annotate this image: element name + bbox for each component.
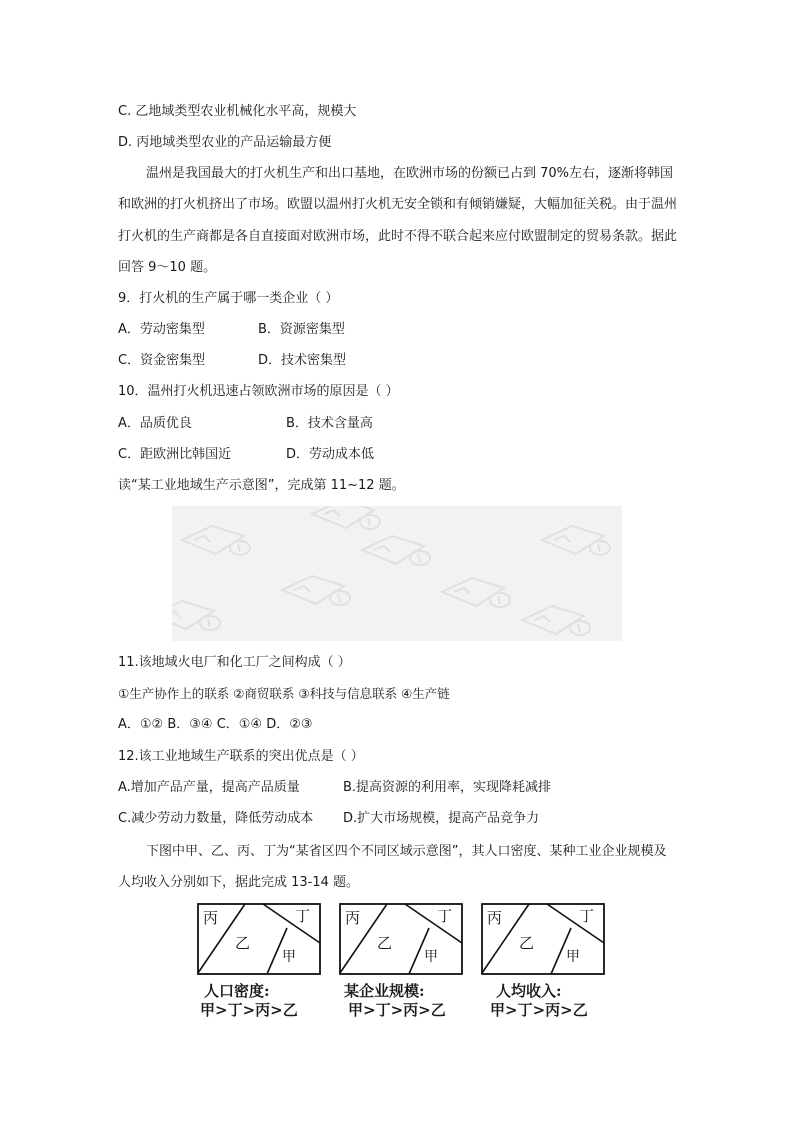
label-bing: 丙 [203,909,219,927]
option-c-agriculture: C. 乙地域类型农业机械化水平高，规模大 [118,104,357,119]
label-bing: 丙 [487,909,503,927]
q12-option-a: A.增加产品产量，提高产品质量 [118,780,300,795]
q12-option-c: C.减少劳动力数量，降低劳动成本 [118,811,314,826]
caption-per-capita-income-title: 人均收入: [496,982,562,1000]
label-ding: 丁 [437,907,453,925]
q9-option-b: B．资源密集型 [258,322,345,337]
q9-option-a: A．劳动密集型 [118,322,205,337]
label-jia: 甲 [424,949,438,965]
q11-items: ①生产协作上的联系 ②商贸联系 ③科技与信息联系 ④生产链 [118,686,450,701]
q10-option-d: D．劳动成本低 [286,447,375,462]
label-yi: 乙 [519,934,535,952]
caption-population-density-order: 甲>丁>丙>乙 [200,1001,298,1019]
q10-option-a: A．品质优良 [118,416,192,431]
label-yi: 乙 [235,934,251,952]
passage-regions-text: 下图中甲、乙、丙、丁为“某省区四个不同区域示意图”，其人口密度、某种工业企业规模及人均收入分别如下，据此完成 13-14 题。 [118,844,667,891]
q9-option-c: C．资金密集型 [118,353,206,368]
caption-population-density-title: 人口密度: [204,982,270,1000]
label-bing: 丙 [345,909,361,927]
label-ding: 丁 [295,907,311,925]
question-11: 11.该地域火电厂和化工厂之间构成（ ） [118,655,351,670]
image-placeholder [172,506,622,641]
question-10: 10．温州打火机迅速占领欧洲市场的原因是（ ） [118,384,399,399]
q12-option-b: B.提高资源的利用率，实现降耗减排 [343,780,552,795]
label-ding: 丁 [579,907,595,925]
passage-regions [118,836,678,899]
label-jia: 甲 [566,949,580,965]
q9-option-d: D．技术密集型 [258,353,347,368]
q11-options: A．①② B．③④ C．①④ D．②③ [118,717,313,732]
region-diagram-2 [339,903,463,979]
region-diagram-3 [481,903,605,979]
q12-option-d: D.扩大市场规模，提高产品竞争力 [343,811,540,826]
q10-option-b: B．技术含量高 [286,416,373,431]
label-jia: 甲 [282,949,296,965]
read-intro: 读“某工业地域生产示意图”，完成第 11~12 题。 [118,478,405,493]
watermark-pattern [172,506,622,641]
caption-per-capita-income-order: 甲>丁>丙>乙 [490,1001,588,1019]
caption-enterprise-scale-order: 甲>丁>丙>乙 [348,1001,446,1019]
region-diagram-1 [197,903,321,979]
option-d-agriculture: D. 丙地域类型农业的产品运输最方便 [118,135,332,150]
q10-option-c: C．距欧洲比韩国近 [118,447,232,462]
caption-enterprise-scale-title: 某企业规模: [344,982,425,1000]
question-9: 9．打火机的生产属于哪一类企业（ ） [118,291,339,306]
passage-wenzhou [118,158,678,284]
passage-wenzhou-text: 温州是我国最大的打火机生产和出口基地，在欧洲市场的份额已占到 70%左右，逐渐将韩国和欧洲的打火机挤出了市场。欧盟以温州打火机无安全锁和有倾销嫌疑，大幅加征关税。由于温州打火机的生产商都是各自直接面对欧洲市场，此时不得不联合起来应付欧盟制定的贸易条款。据此回答 9～10 题。 [118,166,678,276]
label-yi: 乙 [377,934,393,952]
question-12: 12.该工业地域生产联系的突出优点是（ ） [118,749,364,764]
